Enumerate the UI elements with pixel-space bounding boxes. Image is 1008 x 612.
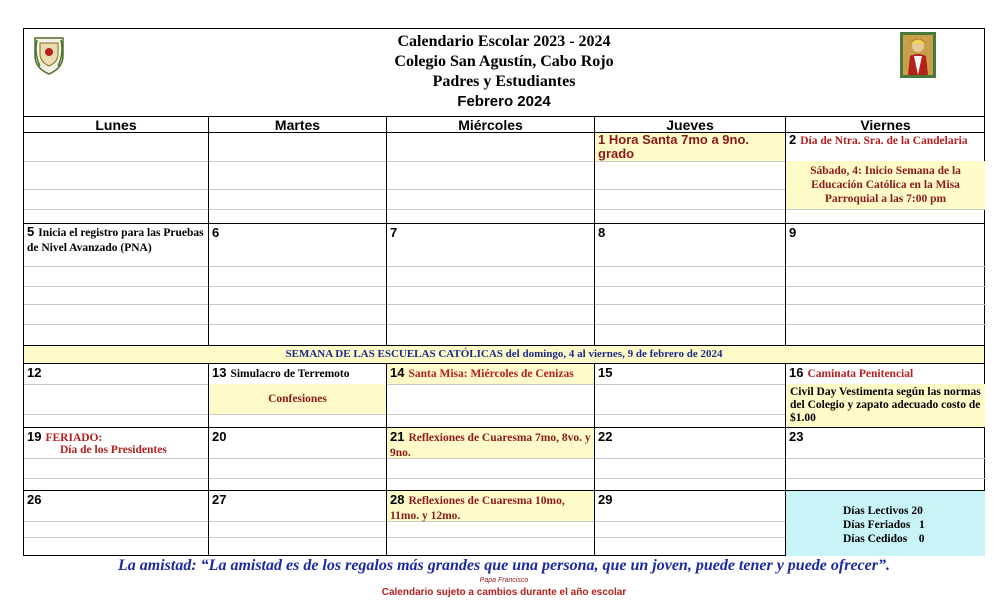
day-cell-9 <box>786 224 985 346</box>
event-text: Caminata Penitencial <box>807 368 914 380</box>
day-number: 7 <box>390 225 398 240</box>
week-row-2 <box>24 224 984 346</box>
day-cell-8 <box>595 224 786 346</box>
day-cell-5 <box>24 224 209 346</box>
event-candelaria <box>789 133 982 148</box>
calendar-title: Calendario Escolar 2023 - 2024 <box>397 33 611 50</box>
disclaimer-note: Calendario sujeto a cambios durante el año escolar <box>381 587 627 598</box>
event-caminata <box>789 366 982 381</box>
event-feriado <box>27 430 205 445</box>
event-hora-santa <box>598 133 782 161</box>
catholic-schools-week-banner: SEMANA DE LAS ESCUELAS CATÓLICAS del domingo, 4 al viernes, 9 de febrero de 2024 <box>24 346 984 364</box>
day-cell-21 <box>387 428 595 491</box>
day-cell-15 <box>595 364 786 428</box>
day-header-lunes: Lunes <box>24 117 209 133</box>
day-number: 14 <box>390 365 405 380</box>
day-cell-13 <box>209 364 387 428</box>
day-number: 2 <box>789 133 797 147</box>
day-cell-29 <box>595 491 786 556</box>
weekday-header-row <box>24 117 984 133</box>
audience-label: Padres y Estudiantes <box>432 73 576 90</box>
day-cell-23 <box>786 428 985 491</box>
day-cell-20 <box>209 428 387 491</box>
calendar-frame <box>23 28 985 556</box>
event-text: Santa Misa: Miércoles de Cenizas <box>408 368 574 380</box>
month-title: Febrero 2024 <box>457 93 551 110</box>
day-cell-14 <box>387 364 595 428</box>
event-text: Simulacro de Terremoto <box>230 368 350 380</box>
day-cell <box>24 133 209 224</box>
day-cell-19 <box>24 428 209 491</box>
day-header-viernes: Viernes <box>786 117 985 133</box>
day-number: 15 <box>598 365 613 380</box>
event-civil-day: Civil Day Vestimenta según las normas del Colegio y zapato adecuado costo de $1.00 <box>790 386 981 424</box>
day-header-jueves: Jueves <box>595 117 786 133</box>
day-number: 22 <box>598 429 613 444</box>
summary-feriados: Días Feriados 1 <box>843 519 925 531</box>
day-number: 12 <box>27 365 42 380</box>
event-presidentes: Día de los Presidentes <box>60 444 167 456</box>
days-summary-box <box>786 491 985 556</box>
event-confesiones: Confesiones <box>268 393 327 405</box>
day-number: 23 <box>789 429 804 444</box>
day-number: 9 <box>789 225 797 240</box>
day-cell-28 <box>387 491 595 556</box>
summary-cedidos: Días Cedidos 0 <box>843 533 925 545</box>
event-miercoles-cenizas <box>390 366 591 381</box>
event-reflexiones-10-12 <box>390 493 591 523</box>
day-number: 19 <box>27 429 42 444</box>
friendship-quote: La amistad: “La amistad es de los regalos más grandes que una persona, que un joven, puede tener y puede ofrecer”. <box>118 557 890 574</box>
day-number: 28 <box>390 492 405 507</box>
event-reflexiones-7-9 <box>390 430 591 460</box>
saint-portrait-icon <box>900 32 936 78</box>
event-text: Día de Ntra. Sra. de la Candelaria <box>800 135 968 147</box>
event-text: Reflexiones de Cuaresma 7mo, 8vo. y 9no. <box>390 432 591 459</box>
day-cell-27 <box>209 491 387 556</box>
day-number: 29 <box>598 492 613 507</box>
day-number: 26 <box>27 492 42 507</box>
event-text: Hora Santa 7mo a 9no. grado <box>598 133 750 161</box>
day-number: 16 <box>789 365 804 380</box>
quote-author: Papa Francisco <box>479 577 529 584</box>
day-cell-16 <box>786 364 985 428</box>
day-cell-12 <box>24 364 209 428</box>
day-number: 27 <box>212 492 227 507</box>
school-name: Colegio San Agustín, Cabo Rojo <box>394 53 614 70</box>
day-cell-26 <box>24 491 209 556</box>
week-row-4 <box>24 428 984 491</box>
event-simulacro <box>212 366 383 381</box>
day-number: 20 <box>212 429 227 444</box>
event-registro-pna <box>27 225 205 255</box>
day-header-miercoles: Miércoles <box>387 117 595 133</box>
day-number: 6 <box>212 225 220 240</box>
day-number: 8 <box>598 225 606 240</box>
day-header-martes: Martes <box>209 117 387 133</box>
school-crest-icon <box>32 34 66 76</box>
day-cell-22 <box>595 428 786 491</box>
day-number: 5 <box>27 224 35 239</box>
day-cell <box>387 133 595 224</box>
event-note-semana-educacion: Sábado, 4: Inicio Semana de la Educación Católica en la Misa Parroquial a las 7:00 pm <box>810 165 961 205</box>
event-text: Inicia el registro para las Pruebas de Nivel Avanzado (PNA) <box>27 227 204 254</box>
day-cell-2 <box>786 133 985 224</box>
week-row-3 <box>24 364 984 428</box>
calendar-header <box>24 29 984 117</box>
summary-lectivos: Días Lectivos 20 <box>843 505 923 517</box>
day-number: 1 <box>598 133 606 147</box>
day-cell-1 <box>595 133 786 224</box>
day-cell <box>209 133 387 224</box>
week-row-1 <box>24 133 984 224</box>
day-cell-6 <box>209 224 387 346</box>
day-number: 13 <box>212 365 227 380</box>
event-text: FERIADO: <box>45 432 103 444</box>
day-number: 21 <box>390 429 405 444</box>
day-cell-7 <box>387 224 595 346</box>
event-text: Reflexiones de Cuaresma 10mo, 11mo. y 12mo. <box>390 495 565 522</box>
week-row-5 <box>24 491 984 556</box>
